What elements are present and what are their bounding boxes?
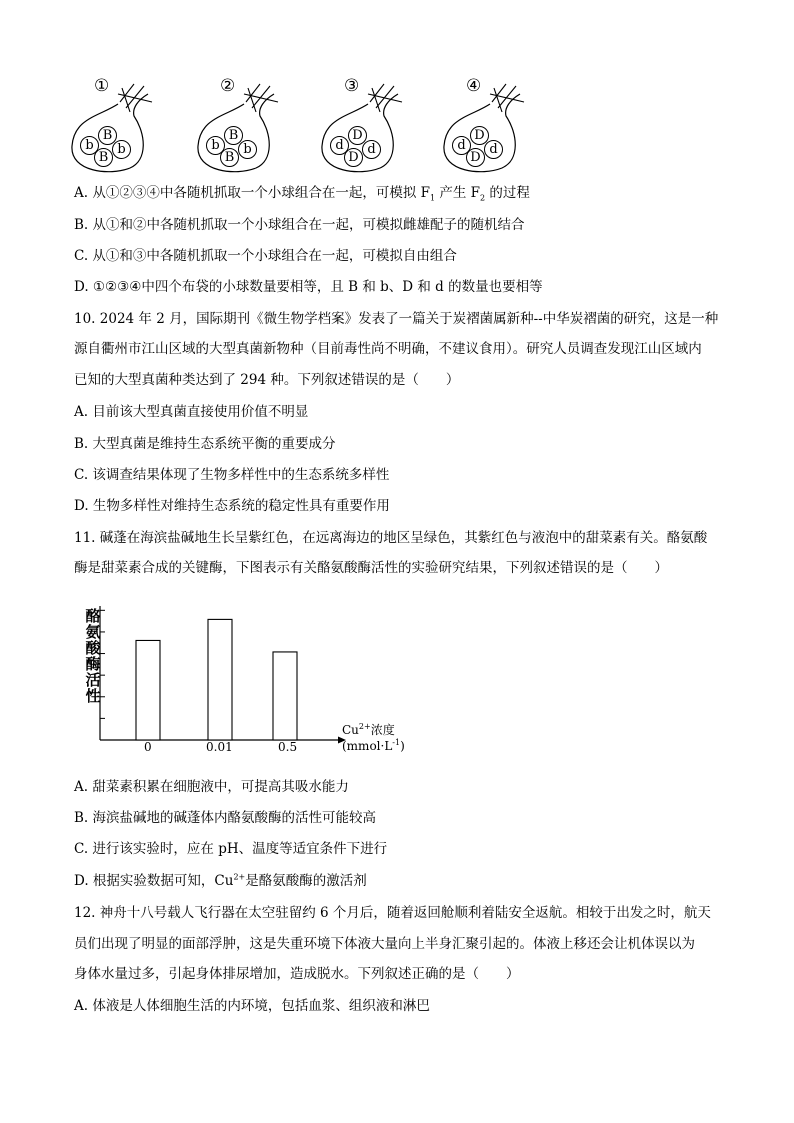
q11-option-a: A. 甜菜素积累在细胞液中，可提高其吸水能力 xyxy=(74,779,349,795)
bag-4 xyxy=(432,72,532,182)
q10-option-a: A. 目前该大型真菌直接使用价值不明显 xyxy=(74,404,309,420)
q9-a-post: 的过程 xyxy=(485,185,530,201)
bags-figure xyxy=(60,72,540,182)
chart-x-label xyxy=(342,722,405,754)
chart-y-label-char-5: 性 xyxy=(85,687,101,705)
chart-category-2: 0.5 xyxy=(278,740,298,754)
bag-3 xyxy=(310,72,410,182)
chart-x-label-sup: 2+ xyxy=(358,722,371,731)
q11-d-pre: D. 根据实验数据可知，Cu xyxy=(74,873,234,889)
chart-bar-2 xyxy=(273,652,297,740)
q9-option-d: D. ①②③④中四个布袋的小球数量要相等，且 B 和 b、D 和 d 的数量也要相等 xyxy=(74,279,543,295)
bag-4-ball-4: d xyxy=(484,140,503,159)
chart-y-label-char-3: 酶 xyxy=(85,655,101,673)
bag-4-ball-2: D xyxy=(470,126,489,145)
q11-option-c: C. 进行该实验时，应在 pH、温度等适宜条件下进行 xyxy=(74,841,388,857)
bag-2-ball-3: B xyxy=(220,148,239,167)
chart-x-unit-pre: (mmol·L xyxy=(342,739,393,753)
q9-option-c: C. 从①和③中各随机抓取一个小球组合在一起，可模拟自由组合 xyxy=(74,248,457,264)
enzyme-activity-chart xyxy=(70,598,430,768)
q9-a-sub1: 1 xyxy=(430,193,436,203)
bag-1-ball-1: b xyxy=(80,136,99,155)
bag-2-ball-2: B xyxy=(224,126,243,145)
bag-4-label: ④ xyxy=(466,76,482,96)
q9-a-pre: A. 从①②③④中各随机抓取一个小球组合在一起，可模拟 F xyxy=(74,185,430,201)
q12-stem-line-3: 身体水量过多，引起身体排尿增加，造成脱水。下列叙述正确的是（ ） xyxy=(74,966,520,982)
chart-category-0: 0 xyxy=(144,740,152,754)
bag-4-ball-3: D xyxy=(466,148,485,167)
bag-2-ball-4: b xyxy=(238,140,257,159)
bag-1-ball-2: B xyxy=(98,126,117,145)
q9-a-mid: 产生 F xyxy=(435,185,481,201)
bag-3-ball-1: d xyxy=(330,136,349,155)
q11-stem-line-2: 酶是甜菜素合成的关键酶，下图表示有关酪氨酸酶活性的实验研究结果，下列叙述错误的是（ ） xyxy=(74,560,668,576)
chart-y-label xyxy=(84,608,102,704)
q10-stem-line-2: 源自衢州市江山区域的大型真菌新物种（目前毒性尚不明确，不建议食用）。研究人员调查发现江山区域内 xyxy=(74,341,702,357)
bag-1-ball-3: B xyxy=(94,148,113,167)
chart-x-label-main: Cu xyxy=(342,723,359,737)
q11-d-sup: 2+ xyxy=(233,872,246,882)
q10-option-d: D. 生物多样性对维持生态系统的稳定性具有重要作用 xyxy=(74,498,390,514)
chart-bar-0 xyxy=(136,640,160,740)
chart-y-label-char-0: 酪 xyxy=(85,607,101,625)
bag-4-ball-1: d xyxy=(452,136,471,155)
bag-2 xyxy=(186,72,286,182)
bag-3-ball-3: D xyxy=(344,148,363,167)
q12-stem-line-2: 员们出现了明显的面部浮肿，这是失重环境下体液大量向上半身汇聚引起的。体液上移还会让机体误以为 xyxy=(74,936,695,952)
q12-stem-line-1: 12. 神舟十八号载人飞行器在太空驻留约 6 个月后，随着返回舱顺利着陆安全返航。相较于出发之时，航天 xyxy=(74,905,711,921)
bag-1-ball-4: b xyxy=(112,140,131,159)
bag-2-label: ② xyxy=(220,76,236,96)
chart-bar-1 xyxy=(208,619,232,740)
bag-3-ball-2: D xyxy=(348,126,367,145)
q11-d-post: 是酪氨酸酶的激活剂 xyxy=(245,873,367,889)
bag-1-label: ① xyxy=(94,76,110,96)
q9-option-a xyxy=(74,183,530,203)
q9-a-sub2: 2 xyxy=(480,193,486,203)
chart-y-label-char-1: 氨 xyxy=(85,623,101,641)
q10-stem-line-1: 10. 2024 年 2 月，国际期刊《微生物学档案》发表了一篇关于炭褶菌属新种--中华炭褶菌的研究，这是一种 xyxy=(74,311,719,327)
bag-1 xyxy=(60,72,160,182)
chart-y-label-char-2: 酸 xyxy=(85,639,101,657)
chart-y-label-char-4: 活 xyxy=(85,671,101,689)
bag-3-ball-4: d xyxy=(362,140,381,159)
q11-stem-line-1: 11. 碱蓬在海滨盐碱地生长呈紫红色，在远离海边的地区呈绿色，其紫红色与液泡中的甜菜素有关。酪氨酸 xyxy=(74,530,708,546)
chart-x-unit-post: ) xyxy=(400,739,405,753)
q12-option-a: A. 体液是人体细胞生活的内环境，包括血浆、组织液和淋巴 xyxy=(74,998,430,1014)
chart-category-1: 0.01 xyxy=(206,740,233,754)
chart-x-unit-sup: -1 xyxy=(392,738,401,747)
bag-2-ball-1: b xyxy=(206,136,225,155)
q11-option-b: B. 海滨盐碱地的碱蓬体内酪氨酸酶的活性可能较高 xyxy=(74,810,377,826)
q9-option-b: B. 从①和②中各随机抓取一个小球组合在一起，可模拟雌雄配子的随机结合 xyxy=(74,217,525,233)
q10-stem-line-3: 已知的大型真菌种类达到了 294 种。下列叙述错误的是（ ） xyxy=(74,372,460,388)
bag-3-label: ③ xyxy=(344,76,360,96)
chart-x-label-rest: 浓度 xyxy=(370,723,395,737)
q10-option-c: C. 该调查结果体现了生物多样性中的生态系统多样性 xyxy=(74,467,390,483)
q11-option-d xyxy=(74,871,367,891)
q10-option-b: B. 大型真菌是维持生态系统平衡的重要成分 xyxy=(74,436,336,452)
